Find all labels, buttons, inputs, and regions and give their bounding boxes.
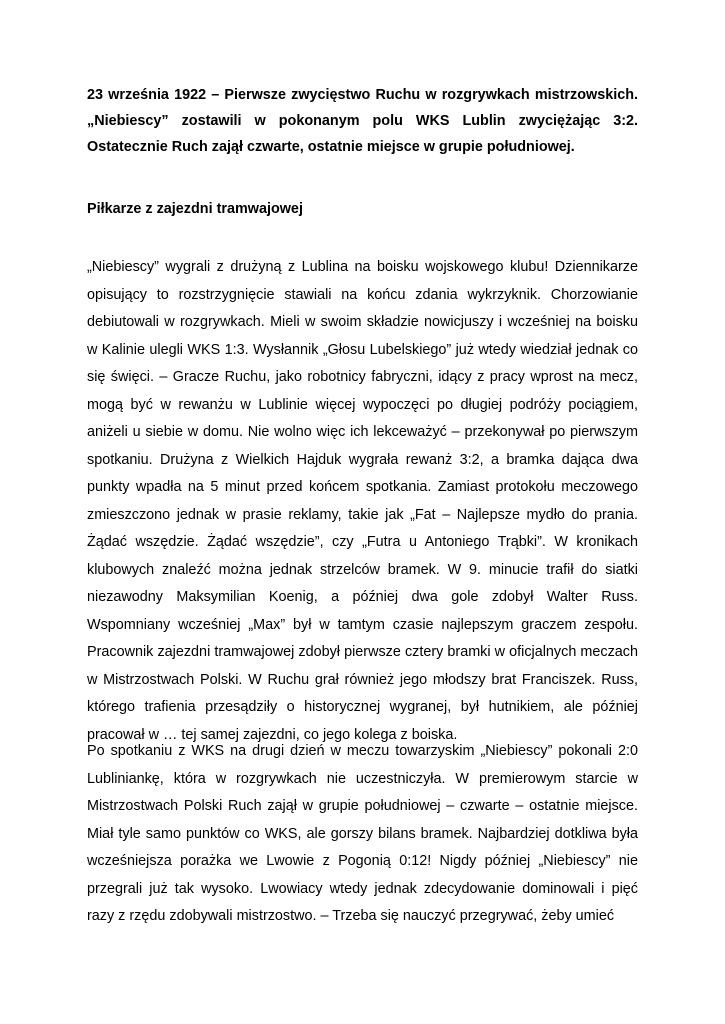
body-paragraph: „Niebiescy” wygrali z drużyną z Lublina na boisku wojskowego klubu! Dziennikarze opisujący to rozstrzygnięcie stawiali na końcu zdania wykrzyknik. Chorzowianie debiutowali w rozgrywkach. Mieli w swoim składzie nowicjuszy i wcześniej na boisku w Kalinie ulegli WKS 1:3. Wysłannik „Głosu Lubelskiego” już wtedy wiedział jednak co się święci. – Gracze Ruchu, jako robotnicy fabryczni, idący z pracy wprost na mecz, mogą być w rewanżu w Lublinie więcej wypoczęci po długiej podróży pociągiem, aniżeli u siebie w domu. Nie wolno więc ich lekceważyć – przekonywał po pierwszym spotkaniu. Drużyna z Wielkich Hajduk wygrała rewanż 3:2, a bramka dająca dwa punkty wpadła na 5 minut przed końcem spotkania. Zamiast protokołu meczowego zmieszczono jednak w prasie reklamy, takie jak „Fat – Najlepsze mydło do prania. Żądać wszędzie. Żądać wszędzie”, czy „Futra u Antoniego Trąbki”. W kronikach klubowych znaleźć można jednak strzelców bramek. W 9. minucie trafił do siatki niezawodny Maksymilian Koenig, a później dwa gole zdobył Walter Russ. Wspomniany wcześniej „Max” był w tamtym czasie najlepszym graczem zespołu. Pracownik zajezdni tramwajowej zdobył pierwsze cztery bramki w oficjalnych meczach w Mistrzostwach Polski. W Ruchu grał również jego młodszy brat Franciszek. Russ, którego trafienia przesądziły o historycznej wygranej, był hutnikiem, ale później pracował w … tej samej zajezdni, co jego kolega z boiska. xyxy=(87,259,638,743)
document-page xyxy=(87,82,638,924)
section-heading: Piłkarze z zajezdni tramwajowej xyxy=(87,201,303,217)
body-paragraph: Po spotkaniu z WKS na drugi dzień w meczu towarzyskim „Niebiescy” pokonali 2:0 Lubliniankę, która w rozgrywkach nie uczestniczyła. W premierowym starcie w Mistrzostwach Polski Ruch zajął w grupie południowej – czwarte – ostatnie miejsce. Miał tyle samo punktów co WKS, ale gorszy bilans bramek. Najbardziej dotkliwa była wcześniejsza porażka we Lwowie z Pogonią 0:12! Nigdy później „Niebiescy” nie przegrali już tak wysoko. Lwowiacy wtedy jednak zdecydowanie dominowali i pięć razy z rzędu zdobywali mistrzostwo. – Trzeba się nauczyć przegrywać, żeby umieć xyxy=(87,743,638,924)
lead-paragraph: 23 września 1922 – Pierwsze zwycięstwo Ruchu w rozgrywkach mistrzowskich. „Niebiescy” zostawili w pokonanym polu WKS Lublin zwyciężając 3:2. Ostatecznie Ruch zajął czwarte, ostatnie miejsce w grupie południowej. xyxy=(87,87,638,155)
